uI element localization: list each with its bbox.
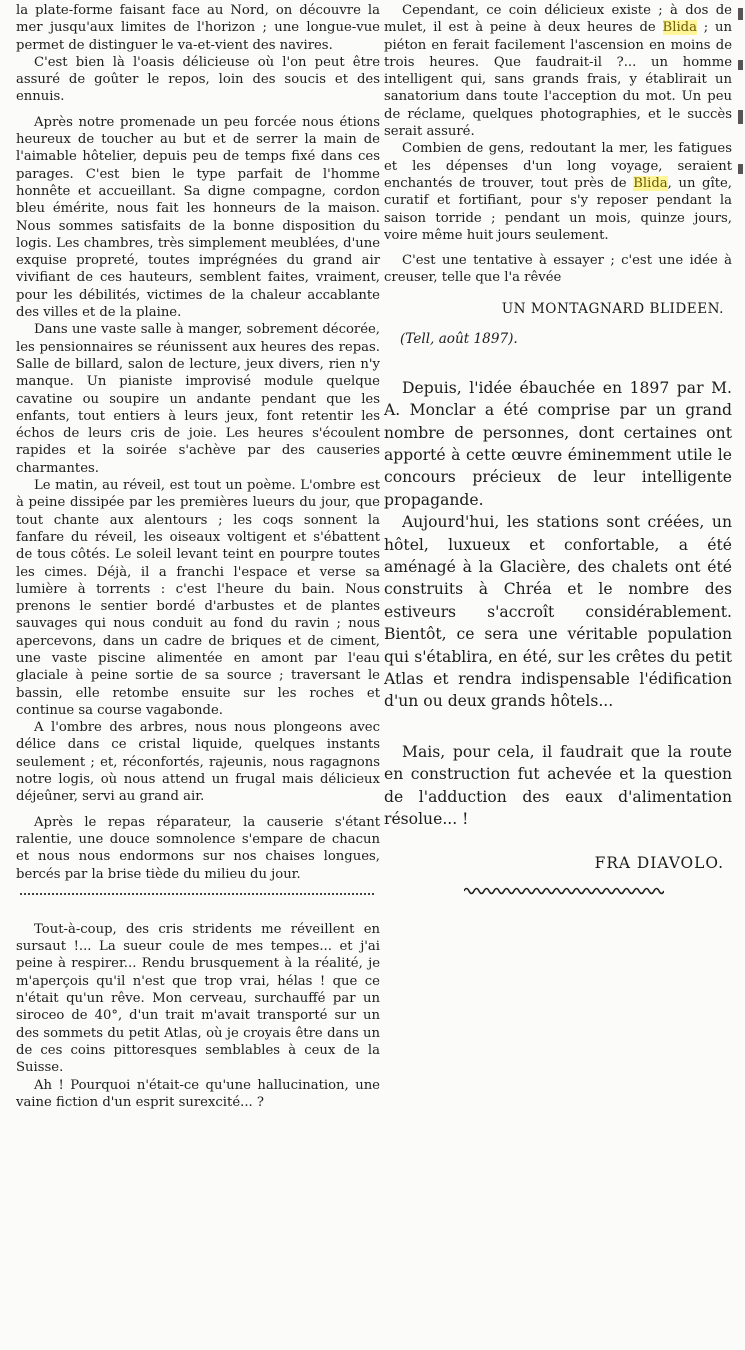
text-run: ; un piéton en ferait facilement l'ascension en moins de trois heures. Que faudrait-il ?... un homme intelligent qui, sans grands frais, y établirait un sanatorium dans toute l'acception du mot. Un peu de réclame, quelques photographies, et le succès serait assuré. xyxy=(384,20,732,140)
dateline: (Tell, août 1897). xyxy=(400,330,518,347)
paragraph xyxy=(384,2,732,140)
signature: UN MONTAGNARD BLIDEEN. xyxy=(501,300,724,317)
text-run: Cependant, ce coin délicieux existe ; à dos de mulet, il est à peine à deux heures de xyxy=(384,3,732,36)
paragraph: Depuis, l'idée ébauchée en 1897 par M. A. Monclar a été comprise par un grand nombre de personnes, dont certaines ont apporté à cette œuvre éminemment utile le concours précieux de leur intelligente propagande. xyxy=(384,378,732,509)
text-run: Combien de gens, redoutant la mer, les fatigues et les dépenses d'un long voyage, seraient enchantés de trouver, tout près de xyxy=(384,141,732,191)
paragraph: la plate-forme faisant face au Nord, on découvre la mer jusqu'aux limites de l'horizon ; une longue-vue permet de distinguer le va-et-vient des navires. xyxy=(16,3,380,53)
text-run: , un gîte, curatif et fortifiant, pour s'y reposer pendant la saison torride ; pendant un mois, quinze jours, voire même huit jours seulement. xyxy=(384,175,732,243)
paragraph: Dans une vaste salle à manger, sobrement décorée, les pensionnaires se réunissent aux heures des repas. Salle de billard, salon de lecture, jeux divers, rien n'y manque. Un pianiste improvisé module quelque cavatine ou soupire un andante pendant que les enfants, tout entiers à leurs jeux, font retentir les échos de leurs cris de joie. Les heures s'écoulent rapides et la soirée s'achève par des causeries charmantes. xyxy=(16,322,380,476)
paragraph: Après le repas réparateur, la causerie s'étant ralentie, une douce somnolence s'empare de chacun et nous nous endormons sur nos chaises longues, bercés par la brise tiède du milieu du jour. xyxy=(16,814,380,882)
highlighted-term: Blida xyxy=(633,175,668,191)
page-edge-fragment xyxy=(738,8,745,214)
paragraph: Tout-à-coup, des cris stridents me réveillent en sursaut !... La sueur coule de mes tempes... et j'ai peine à respirer... Rendu brusquement à la réalité, je m'aperçois qu'il n'est que trop vrai, hélas ! que ce n'était qu'un rêve. Mon cerveau, surchauffé par un siroceo de 40°, d'un trait m'avait transporté sur un des sommets du petit Atlas, où je croyais être dans un de ces coins pittoresques semblables à ceux de la Suisse. xyxy=(16,921,380,1076)
paragraph: Ah ! Pourquoi n'était-ce qu'une hallucination, une vaine fiction d'un esprit surexcité... ? xyxy=(16,1077,380,1110)
right-column xyxy=(384,2,732,900)
paragraph: A l'ombre des arbres, nous nous plongeons avec délice dans ce cristal liquide, quelques instants seulement ; et, réconfortés, rajeunis, nous ragagnons notre logis, où nous attend un frugal mais délicieux déjeûner, servi au grand air. xyxy=(16,720,380,805)
paragraph: Après notre promenade un peu forcée nous étions heureux de toucher au but et de serrer la main de l'aimable hôtelier, depuis peu de temps fixé dans ces parages. C'est bien le type parfait de l'homme honnête et accueillant. Sa digne compagne, cordon bleu émérite, nous fait les honneurs de la maison. Nous sommes satisfaits de la bonne disposition du logis. Les chambres, très simplement meublées, d'une exquise propreté, toutes imprégnées du grand air vivifiant de ces hauteurs, semblent faites, vraiment, pour les débilités, victimes de la chaleur accablante des villes et de la plaine. xyxy=(16,114,380,321)
paragraph: C'est une tentative à essayer ; c'est une idée à creuser, telle que l'a rêvée xyxy=(384,253,732,286)
paragraph xyxy=(384,140,732,244)
dotted-separator xyxy=(20,893,374,895)
signature: FRA DIAVOLO. xyxy=(594,854,724,873)
paragraph: Aujourd'hui, les stations sont créées, un hôtel, luxueux et confortable, a été aménagé à la Glacière, des chalets ont été construits à Chréa et le nombre des estiveurs s'accroît considérablement. Bientôt, ce sera une véritable population qui s'établira, en été, sur les crêtes du petit Atlas et rendra indispensable l'édification d'un ou deux grands hôtels... xyxy=(384,513,732,711)
paragraph: Le matin, au réveil, est tout un poème. L'ombre est à peine dissipée par les premières lueurs du jour, que tout chante aux alentours ; les coqs sonnent la fanfare du réveil, les oiseaux voltigent et s'ébattent de tous côtés. Le soleil levant teint en pourpre toutes les cimes. Déjà, il a franchi l'espace et verse sa lumière à torrents : c'est l'heure du bain. Nous prenons le sentier bordé d'arbustes et de plantes sauvages qui nous conduit au fond du ravin ; nous apercevons, dans un cadre de briques et de ciment, une vaste piscine alimentée en amont par l'eau glaciale à peine sortie de sa source ; traversant le bassin, elle retombe ensuite sur les roches et continue sa course vagabonde. xyxy=(16,478,380,718)
wavy-ornament xyxy=(464,886,664,896)
paragraph: Mais, pour cela, il faudrait que la route en construction fut achevée et la question de l'adduction des eaux d'alimentation résolue... ! xyxy=(384,742,732,829)
paragraph: C'est bien là l'oasis délicieuse où l'on peut être assuré de goûter le repos, loin des soucis et des ennuis. xyxy=(16,54,380,105)
highlighted-term: Blida xyxy=(662,20,697,36)
left-column xyxy=(16,2,380,1111)
